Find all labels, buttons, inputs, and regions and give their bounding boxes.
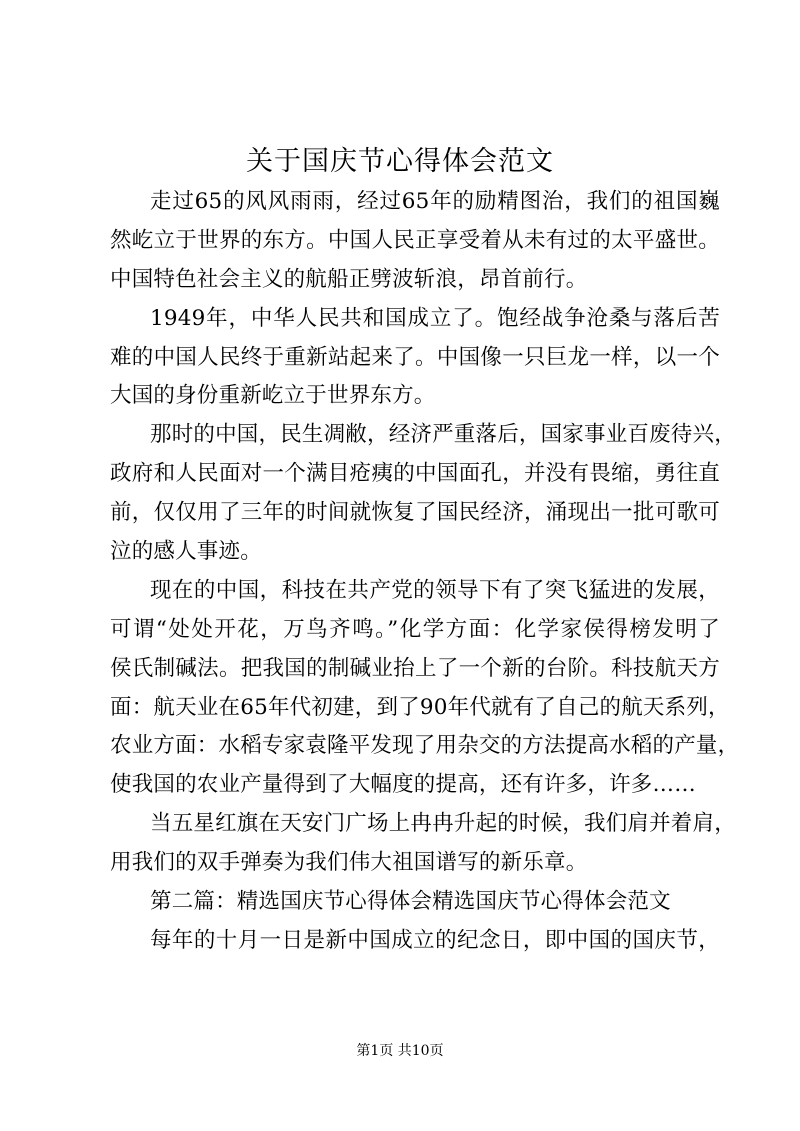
text-line: 1949年，中华人民共和国成立了。饱经战争沧桑与落后苦 (150, 305, 720, 331)
text-line: 泣的感人事迹。 (110, 539, 262, 565)
text-line: 前，仅仅用了三年的时间就恢复了国民经济，涌现出一批可歌可 (110, 500, 720, 526)
text-line: 用我们的双手弹奏为我们伟大祖国谱写的新乐章。 (110, 850, 588, 876)
text-line: 难的中国人民终于重新站起来了。中国像一只巨龙一样，以一个 (110, 344, 720, 370)
text-line: 大国的身份重新屹立于世界东方。 (110, 383, 436, 409)
text-line: 侯氏制碱法。把我国的制碱业抬上了一个新的台阶。科技航天方 (110, 655, 720, 681)
page-footer: 第1页 共10页 (356, 1043, 444, 1059)
text-line: 可谓“处处开花，万鸟齐鸣。”化学方面：化学家侯得榜发明了 (110, 616, 720, 642)
text-line: 现在的中国，科技在共产党的领导下有了突飞猛进的发展， (150, 577, 720, 603)
text-line: 那时的中国，民生凋敝，经济严重落后，国家事业百废待兴， (150, 422, 736, 448)
text-line: 面：航天业在65年代初建，到了90年代就有了自己的航天系列， (110, 694, 730, 720)
text-line: 使我国的农业产量得到了大幅度的提高，还有许多，许多…… (110, 772, 696, 798)
document-body (110, 183, 740, 961)
text-line: 政府和人民面对一个满目疮痍的中国面孔，并没有畏缩，勇往直 (110, 461, 720, 487)
text-line: 然屹立于世界的东方。中国人民正享受着从未有过的太平盛世。 (110, 227, 720, 253)
text-line: 走过65的风风雨雨，经过65年的励精图治，我们的祖国巍 (150, 189, 720, 214)
text-line: 农业方面：水稻专家袁隆平发现了用杂交的方法提高水稻的产量， (110, 733, 740, 759)
document-title: 关于国庆节心得体会范文 (246, 146, 554, 177)
text-line: 每年的十月一日是新中国成立的纪念日，即中国的国庆节， (150, 927, 720, 953)
text-line: 当五星红旗在天安门广场上冉冉升起的时候，我们肩并着肩， (150, 811, 736, 837)
text-line: 第二篇：精选国庆节心得体会精选国庆节心得体会范文 (150, 889, 671, 915)
text-line: 中国特色社会主义的航船正劈波斩浪，昂首前行。 (110, 266, 588, 292)
